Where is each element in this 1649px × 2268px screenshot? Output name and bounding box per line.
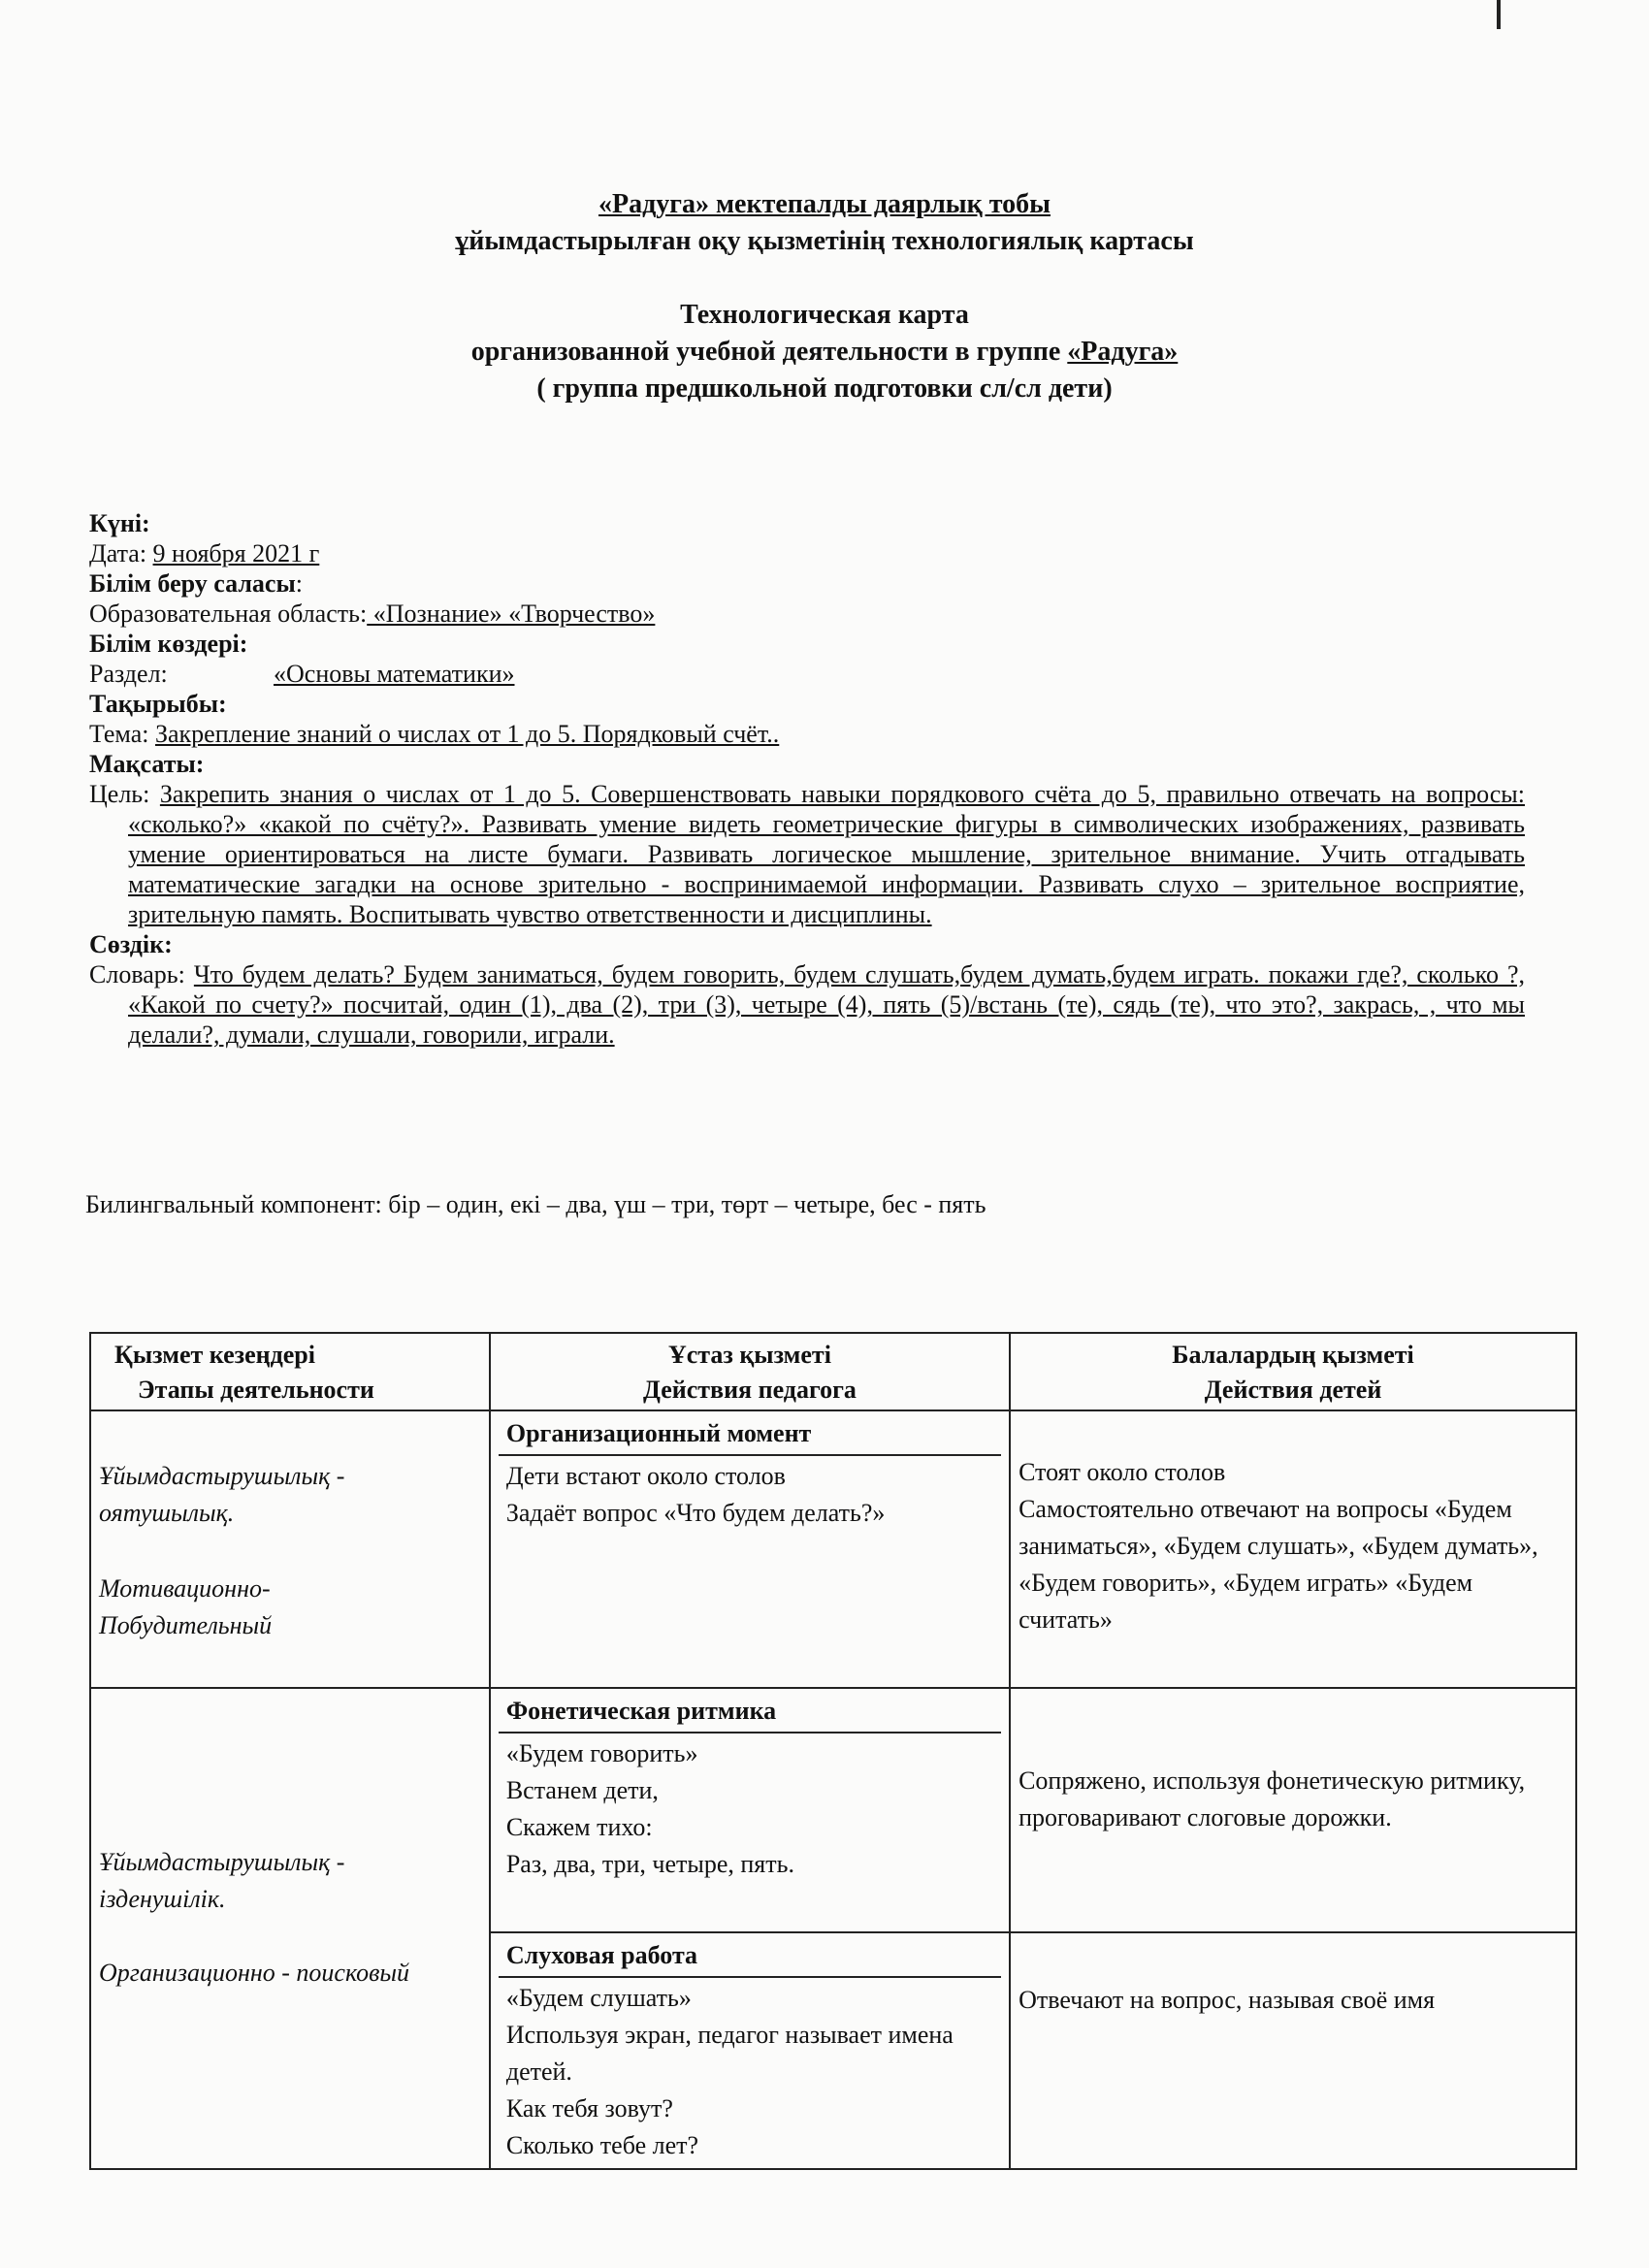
table-row <box>90 1688 1576 1932</box>
stage-ru: Мотивационно- Побудительный <box>99 1574 273 1639</box>
kozderi-label: Білім көздері: <box>89 630 248 658</box>
teacher-cell <box>490 1410 1010 1688</box>
teacher-line: Встанем дети, <box>505 1776 659 1804</box>
children-cell <box>1010 1410 1576 1688</box>
razdel-line: Раздел: «Основы математики» <box>89 660 515 688</box>
title-kz-line2: ұйымдастырылған оқу қызметінің технологиялық картасы <box>455 226 1194 256</box>
teacher-cell <box>490 1688 1010 1932</box>
lesson-meta <box>89 508 1525 1050</box>
slovar-value: Что будем делать? Будем заниматься, будем говорить, будем слушать,будем думать,будем играть. покажи где?, сколько ?, «Какой по счету?» посчитай, один (1), два (2), три (3), четыре (4), пять (5)/встань (те), сядь (те), что это?, закрась, , что мы делали?, думали, слушали, говорили, играли. <box>128 960 1525 1049</box>
title-ru-line1: Технологическая карта <box>680 300 969 330</box>
table-row <box>90 1410 1576 1688</box>
date-line: Дата: 9 ноября 2021 г <box>89 539 320 567</box>
header-teacher: Ұстаз қызметі Действия педагога <box>490 1333 1010 1410</box>
section-title: Фонетическая ритмика <box>499 1691 1001 1733</box>
cel-value: Закрепить знания о числах от 1 до 5. Совершенствовать навыки порядкового счёта до 5, правильно отвечать на вопросы: «сколько?» «какой по счёту?». Развивать умение видеть геометрические фигуры в символических изображениях, развивать умение ориентироваться на листе бумаги. Развивать логическое мышление, зрительное внимание. Учить отгадывать математические загадки на основе зрительно - воспринимаемой информации. Развивать слухо – зрительное восприятие, зрительную память. Воспитывать чувство ответственности и дисциплины. <box>128 780 1525 928</box>
children-line: Отвечают на вопрос, называя своё имя <box>1018 1986 1436 2014</box>
bilim-label: Білім беру саласы: <box>89 569 303 598</box>
section-title: Слуховая работа <box>499 1935 1001 1978</box>
table-header-row <box>90 1333 1576 1410</box>
stage-ru: Организационно - поисковый <box>99 1959 410 1987</box>
date-value: 9 ноября 2021 г <box>152 539 320 567</box>
teacher-line: Задаёт вопрос «Что будем делать?» <box>505 1499 886 1527</box>
teacher-line: Раз, два, три, четыре, пять. <box>505 1850 794 1878</box>
children-line: Самостоятельно отвечают на вопросы «Будем заниматься», «Будем слушать», «Будем думать», «Будем говорить», «Будем играть» «Будем считать» <box>1018 1495 1538 1634</box>
maksaty-label: Мақсаты: <box>89 750 205 778</box>
document-header <box>0 186 1649 407</box>
teacher-line: Скажем тихо: <box>505 1813 653 1841</box>
teacher-cell <box>490 1932 1010 2169</box>
stage-kz: Ұйымдастырушылық - оятушылық. <box>99 1462 345 1527</box>
group-name: «Радуга» <box>1067 337 1179 367</box>
slovar-line: Словарь: Что будем делать? Будем заниматься, будем говорить, будем слушать,будем думать,будем играть. покажи где?, сколько ?, «Какой по счету?» посчитай, один (1), два (2), три (3), четыре (4), пять (5)/встань (те), сядь (те), что это?, закрась, , что мы делали?, думали, слушали, говорили, играли. <box>89 960 1525 1049</box>
takyryby-label: Тақырыбы: <box>89 690 227 718</box>
razdel-value: «Основы математики» <box>274 660 515 688</box>
tema-line: Тема: Закрепление знаний о числах от 1 до 5. Порядковый счёт.. <box>89 720 780 748</box>
oblast-value: «Познание» «Творчество» <box>367 599 656 628</box>
teacher-line: Дети встают около столов <box>505 1462 786 1490</box>
cel-line: Цель: Закрепить знания о числах от 1 до 5. Совершенствовать навыки порядкового счёта до 5, правильно отвечать на вопросы: «сколько?» «какой по счёту?». Развивать умение видеть геометрические фигуры в символических изображениях, развивать умение ориентироваться на листе бумаги. Развивать логическое мышление, зрительное внимание. Учить отгадывать математические загадки на основе зрительно - воспринимаемой информации. Развивать слухо – зрительное восприятие, зрительную память. Воспитывать чувство ответственности и дисциплины. <box>89 780 1525 928</box>
header-children: Балалардың қызметі Действия детей <box>1010 1333 1576 1410</box>
sozdik-label: Сөздік: <box>89 930 173 958</box>
children-line: Сопряжено, используя фонетическую ритмику, проговаривают слоговые дорожки. <box>1018 1766 1526 1831</box>
title-ru-line3: ( группа предшкольной подготовки сл/сл дети) <box>536 373 1113 404</box>
children-cell <box>1010 1688 1576 1932</box>
scan-edge-mark <box>1497 0 1501 29</box>
children-cell <box>1010 1932 1576 2169</box>
teacher-line: Сколько тебе лет? <box>505 2131 699 2159</box>
section-title: Организационный момент <box>499 1413 1001 1456</box>
stage-cell <box>90 1688 490 2169</box>
header-stages: Қызмет кезеңдері Этапы деятельности <box>90 1333 490 1410</box>
teacher-line: «Будем слушать» <box>505 1984 692 2012</box>
teacher-line: Как тебя зовут? <box>505 2094 673 2122</box>
children-line: Стоят около столов <box>1018 1458 1226 1486</box>
oblast-line: Образовательная область: «Познание» «Творчество» <box>89 599 656 628</box>
title-ru-line2: организованной учебной деятельности в группе «Радуга» <box>470 337 1179 367</box>
teacher-line: Используя экран, педагог называет имена детей. <box>505 2021 954 2086</box>
lesson-table <box>89 1332 1577 2170</box>
tema-value: Закрепление знаний о числах от 1 до 5. Порядковый счёт.. <box>154 720 780 748</box>
stage-kz: Ұйымдастырушылық - ізденушілік. <box>99 1848 345 1913</box>
stage-cell <box>90 1410 490 1688</box>
title-kz-line1: «Радуга» мектепалды даярлық тобы <box>598 189 1051 219</box>
bilingual-component: Билингвальный компонент: бір – один, екі – два, үш – три, төрт – четыре, бес - пять <box>85 1190 986 1218</box>
kuni-label: Күні: <box>89 509 150 537</box>
teacher-line: «Будем говорить» <box>505 1739 698 1767</box>
